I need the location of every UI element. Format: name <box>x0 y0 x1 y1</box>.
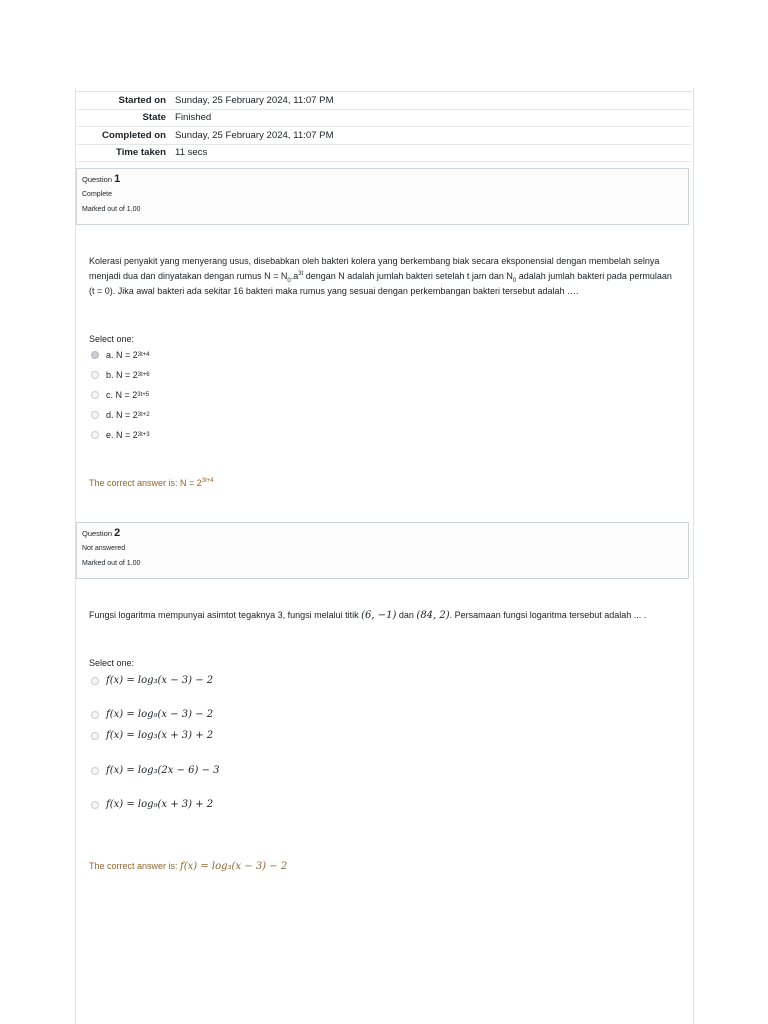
question-prefix: Question <box>82 529 113 538</box>
q2-correct-answer <box>89 861 287 872</box>
question-grade: Marked out of 1.00 <box>82 206 141 213</box>
q2-option-5[interactable] <box>91 799 213 810</box>
radio-button[interactable] <box>91 711 99 719</box>
option-math: f(x) = log₉(x + 3) + 2 <box>106 799 214 810</box>
radio-button[interactable] <box>91 371 99 379</box>
q2-option-2[interactable] <box>91 709 213 720</box>
question-2-info <box>76 522 689 579</box>
radio-button[interactable] <box>91 411 99 419</box>
summary-row-state <box>77 110 691 128</box>
q1-correct-answer <box>89 478 214 488</box>
question-number-value: 1 <box>114 173 121 185</box>
summary-value: Sunday, 25 February 2024, 11:07 PM <box>175 94 334 106</box>
q1-option-c[interactable]: c. N = 2 3t+5 <box>91 390 149 400</box>
summary-label: Completed on <box>102 129 166 141</box>
radio-button[interactable] <box>91 391 99 399</box>
q2-option-4[interactable] <box>91 765 220 776</box>
question-number-value: 2 <box>114 527 121 539</box>
qtext-part: dan <box>396 610 417 620</box>
qtext-part: dengan N adalah jumlah bakteri setelah t jam dan N <box>303 271 513 281</box>
question-state: Complete <box>82 191 112 198</box>
q2-option-1[interactable] <box>91 675 213 686</box>
option-math: f(x) = log₃(x + 3) + 2 <box>106 730 214 741</box>
qtext-part: .a <box>290 271 299 281</box>
question-grade: Marked out of 1.00 <box>82 560 141 567</box>
option-label: e. N = 2 <box>106 430 138 440</box>
qtext-part: . Persamaan fungsi logaritma tersebut adalah ... . <box>449 610 647 620</box>
summary-value: Finished <box>175 112 212 124</box>
feedback-exp: 3t+4 <box>201 478 214 484</box>
summary-label: Time taken <box>116 147 166 159</box>
select-one-label: Select one: <box>89 334 135 344</box>
q1-option-e[interactable]: e. N = 2 3t+3 <box>91 430 150 440</box>
qtext-sup: 3t <box>298 271 304 277</box>
qtext-part: Fungsi logaritma mempunyai asimtot tegaknya 3, fungsi melalui titik <box>89 610 362 620</box>
option-math: f(x) = log₃(2x − 6) − 3 <box>106 765 220 776</box>
question-number <box>82 527 683 541</box>
qtext-math: (84, 2) <box>416 610 450 621</box>
attempt-summary-table <box>77 91 691 162</box>
qtext-part: Kolerasi penyakit yang menyerang usus, disebabkan oleh bakteri kolera yang berkembang biak secara eksponensial dengan membelah selnya menjadi dua dan dinyatakan dengan rumus N = N <box>89 256 660 281</box>
summary-row-time-taken <box>77 145 691 163</box>
summary-value: Sunday, 25 February 2024, 11:07 PM <box>175 129 334 141</box>
qtext-sub: 0 <box>512 277 517 284</box>
q2-option-3[interactable] <box>91 730 213 741</box>
question-2-text <box>89 608 679 623</box>
feedback-text: The correct answer is: <box>89 861 181 871</box>
option-label: a. N = 2 <box>106 350 138 360</box>
summary-label: State <box>142 112 166 124</box>
question-number <box>82 173 683 187</box>
q1-option-b[interactable]: b. N = 2 3t+6 <box>91 370 150 380</box>
radio-button[interactable] <box>91 732 99 740</box>
radio-button[interactable] <box>91 431 99 439</box>
summary-value: 11 secs <box>175 147 208 159</box>
option-label: b. N = 2 <box>106 370 138 380</box>
question-prefix: Question <box>82 175 113 184</box>
qtext-part: adalah jumlah bakteri pada permulaan (t = 0). Jika awal bakteri ada sekitar 16 bakteri maka rumus yang sesuai dengan perkembangan bakteri tersebut adalah …. <box>89 271 672 296</box>
qtext-sub: 0 <box>287 277 291 284</box>
q1-option-a[interactable]: a. N = 2 3t+4 <box>91 350 150 360</box>
radio-button[interactable] <box>91 351 99 359</box>
summary-label: Started on <box>118 94 166 106</box>
radio-button[interactable] <box>91 767 99 775</box>
q1-option-d[interactable]: d. N = 2 3t+2 <box>91 410 150 420</box>
select-one-label: Select one: <box>89 658 135 668</box>
question-1-info <box>76 168 689 225</box>
option-label: d. N = 2 <box>106 410 138 420</box>
radio-button[interactable] <box>91 801 99 809</box>
summary-row-completed <box>77 127 691 145</box>
feedback-text: The correct answer is: N = 2 <box>89 478 202 488</box>
option-math: f(x) = log₉(x − 3) − 2 <box>106 709 214 720</box>
qtext-math: (6, −1) <box>361 610 397 621</box>
radio-button[interactable] <box>91 677 99 685</box>
question-state: Not answered <box>82 545 126 552</box>
option-label: c. N = 2 <box>106 390 138 400</box>
feedback-math: f(x) = log₃(x − 3) − 2 <box>180 861 288 872</box>
summary-row-started <box>77 92 691 110</box>
option-math: f(x) = log₃(x − 3) − 2 <box>106 675 214 686</box>
question-1-text <box>89 254 679 299</box>
